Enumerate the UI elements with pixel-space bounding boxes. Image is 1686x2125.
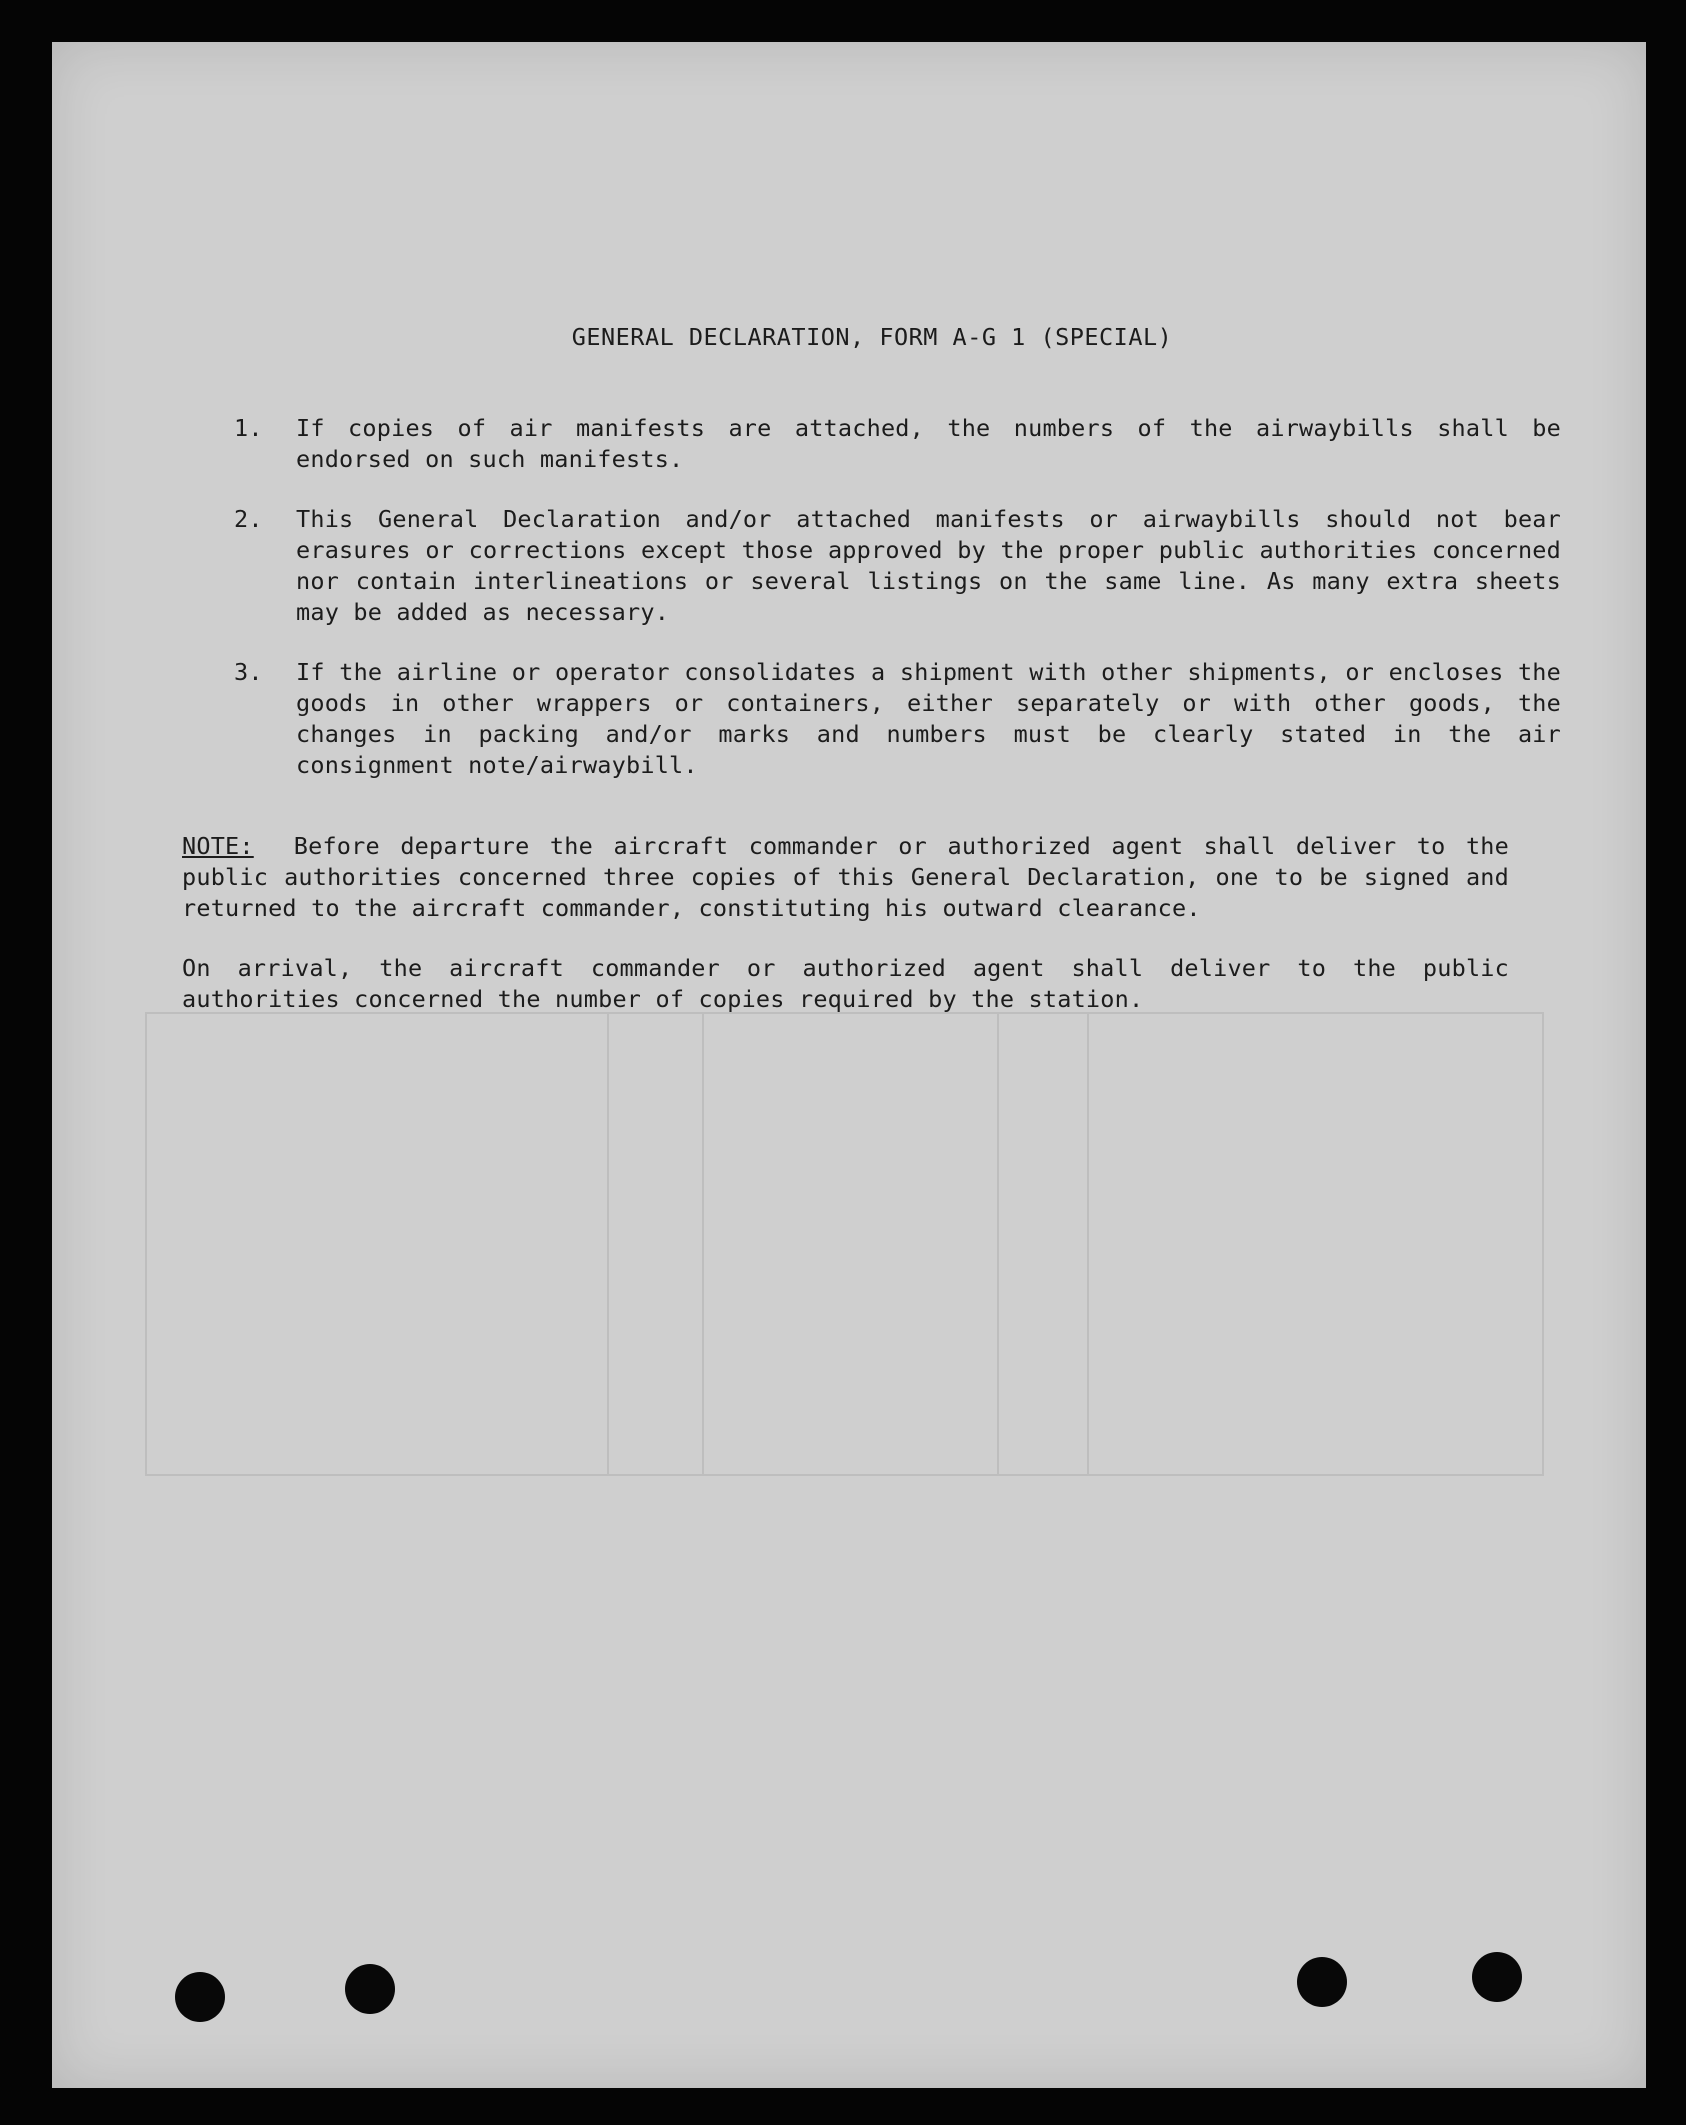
punch-hole bbox=[1297, 1957, 1347, 2007]
item-number: 3. bbox=[234, 658, 263, 686]
document-title: GENERAL DECLARATION, FORM A-G 1 (SPECIAL) bbox=[571, 323, 1173, 351]
note-text: Before departure the aircraft commander or authorized agent shall deliver to the public authorities concerned three copies of this General Declaration, one to be signed and returned to the aircraft commander, constituting his outward clearance. bbox=[182, 832, 1509, 922]
list-item bbox=[182, 657, 1562, 781]
item-text: If copies of air manifests are attached, the numbers of the airwaybills shall be endorsed on such manifests. bbox=[296, 414, 1561, 473]
item-number: 2. bbox=[234, 505, 263, 533]
punch-hole bbox=[345, 1964, 395, 2014]
document-page bbox=[52, 42, 1646, 2088]
punch-hole bbox=[175, 1972, 225, 2022]
item-number: 1. bbox=[234, 414, 263, 442]
arrival-paragraph: On arrival, the aircraft commander or authorized agent shall deliver to the public authorities concerned the number of copies required by the station. bbox=[182, 954, 1509, 1013]
list-item bbox=[182, 504, 1562, 628]
item-text: This General Declaration and/or attached manifests or airwaybills should not bear erasures or corrections except those approved by the proper public authorities concerned nor contain interlineations or several listings on the same line. As many extra sheets may be added as necessary. bbox=[296, 505, 1561, 626]
bleed-through-table bbox=[145, 1012, 1544, 1476]
document-body bbox=[182, 322, 1562, 1015]
item-text: If the airline or operator consolidates a shipment with other shipments, or encloses the goods in other wrappers or containers, either separately or with other goods, the changes in packing and/or marks and numbers must be clearly stated in the air consignment note/airwaybill. bbox=[296, 658, 1561, 779]
note-label: NOTE: bbox=[182, 832, 254, 860]
punch-hole bbox=[1472, 1952, 1522, 2002]
list-item bbox=[182, 413, 1562, 475]
note-paragraph bbox=[182, 831, 1509, 924]
